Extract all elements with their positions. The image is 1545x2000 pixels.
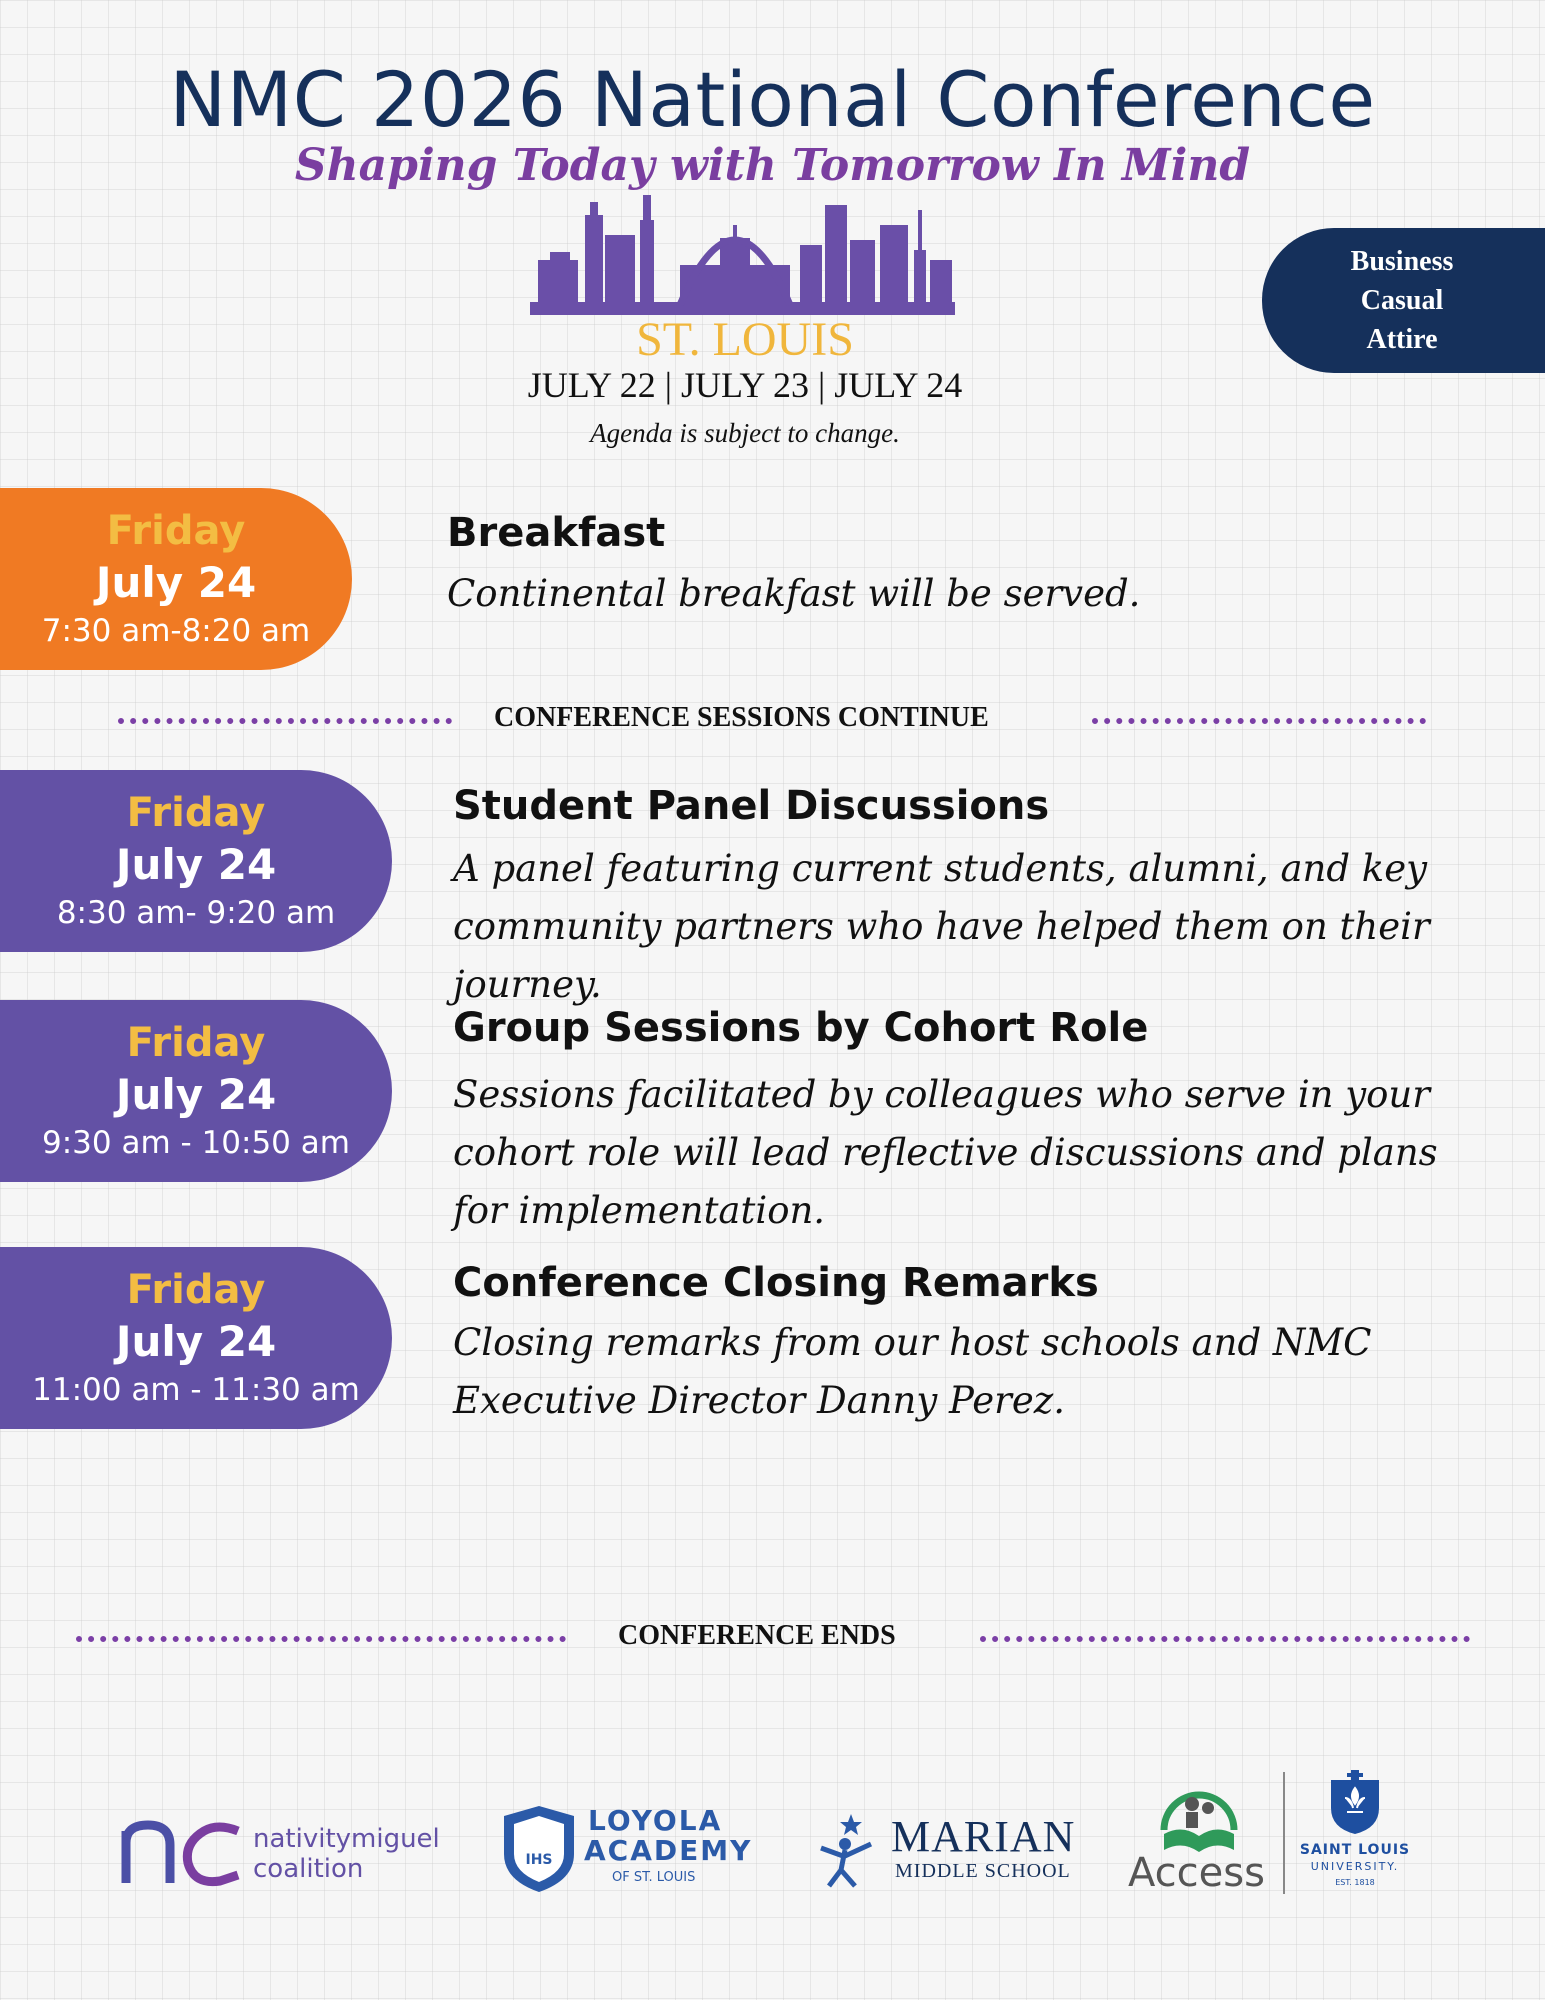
event-day: Friday (126, 1020, 266, 1066)
event-title: Student Panel Discussions (453, 783, 1050, 829)
event-description: Continental breakfast will be served. (447, 572, 1141, 615)
event-description: A panel featuring current students, alumni, and key community partners who have helped them on their journey. (453, 847, 1430, 1006)
loyola-logo-line-2: ACADEMY (584, 1834, 753, 1867)
page-subtitle: Shaping Today with Tomorrow In Mind (294, 140, 1251, 191)
attire-line-2: Casual (1360, 285, 1444, 316)
nativitymiguel-logo (118, 1812, 458, 1892)
attire-line-3: Attire (1366, 324, 1438, 355)
event-title: Conference Closing Remarks (453, 1260, 1099, 1306)
marian-logo-line-2: MIDDLE SCHOOL (895, 1860, 1071, 1882)
event-time: 9:30 am - 10:50 am (42, 1125, 350, 1161)
event-date: July 24 (115, 1070, 277, 1119)
shield-icon (500, 1802, 578, 1896)
event-day: Friday (126, 1267, 266, 1313)
event-time: 7:30 am-8:20 am (41, 613, 311, 649)
dotted-divider (118, 718, 452, 724)
event-time-badge (0, 770, 392, 952)
conference-dates: JULY 22 | JULY 23 | JULY 24 (527, 365, 963, 405)
access-logo-text: Access (1128, 1850, 1265, 1896)
event-date: July 24 (115, 1317, 277, 1366)
logo-separator (1283, 1772, 1285, 1894)
conference-ends-label: CONFERENCE ENDS (618, 1620, 896, 1651)
attire-line-1: Business (1350, 246, 1454, 277)
loyola-academy-logo (500, 1800, 753, 1900)
nmc-mark-icon (118, 1817, 248, 1887)
dotted-divider (980, 1636, 1470, 1642)
nmc-logo-line-1: nativitymiguel (253, 1824, 440, 1854)
event-time-badge (0, 1000, 392, 1182)
event-time-badge (0, 1247, 392, 1429)
event-time: 11:00 am - 11:30 am (32, 1372, 360, 1408)
sessions-continue-label: CONFERENCE SESSIONS CONTINUE (494, 702, 989, 733)
loyola-logo-line-1: LOYOLA (588, 1804, 723, 1837)
event-day: Friday (106, 508, 246, 554)
event-title: Group Sessions by Cohort Role (453, 1005, 1149, 1051)
access-book-icon (1158, 1778, 1240, 1856)
city-name: ST. LOUIS (636, 313, 854, 366)
slu-logo-line-2: UNIVERSITY. (1310, 1860, 1400, 1873)
slu-logo-est: EST. 1818 (1335, 1878, 1375, 1887)
figure-star-icon (815, 1812, 877, 1890)
marian-logo-line-1: MARIAN (891, 1812, 1076, 1861)
event-description: Sessions facilitated by colleagues who serve in your cohort role will lead reflective discussions and plans for implementation. (453, 1073, 1438, 1232)
page-title: NMC 2026 National Conference (169, 55, 1376, 144)
slu-logo-line-1: SAINT LOUIS (1299, 1842, 1411, 1858)
attire-badge (1262, 228, 1545, 373)
dotted-divider (1092, 718, 1426, 724)
fleur-de-lis-shield-icon (1327, 1768, 1383, 1836)
event-date: July 24 (95, 558, 257, 607)
skyline-illustration (530, 190, 955, 315)
saint-louis-university-logo (1290, 1768, 1420, 1896)
nmc-logo-line-2: coalition (253, 1854, 364, 1884)
loyola-logo-line-3: OF ST. LOUIS (612, 1870, 696, 1885)
event-title: Breakfast (447, 510, 666, 556)
event-time: 8:30 am- 9:20 am (56, 895, 336, 931)
access-logo (1128, 1778, 1273, 1898)
event-time-badge (0, 488, 352, 670)
loyola-badge-text: IHS (525, 1852, 553, 1868)
event-date: July 24 (115, 840, 277, 889)
event-description: Closing remarks from our host schools and NMC Executive Director Danny Perez. (453, 1321, 1372, 1422)
agenda-note: Agenda is subject to change. (590, 418, 900, 448)
marian-middle-school-logo (815, 1812, 1075, 1892)
dotted-divider (76, 1636, 566, 1642)
event-day: Friday (126, 790, 266, 836)
